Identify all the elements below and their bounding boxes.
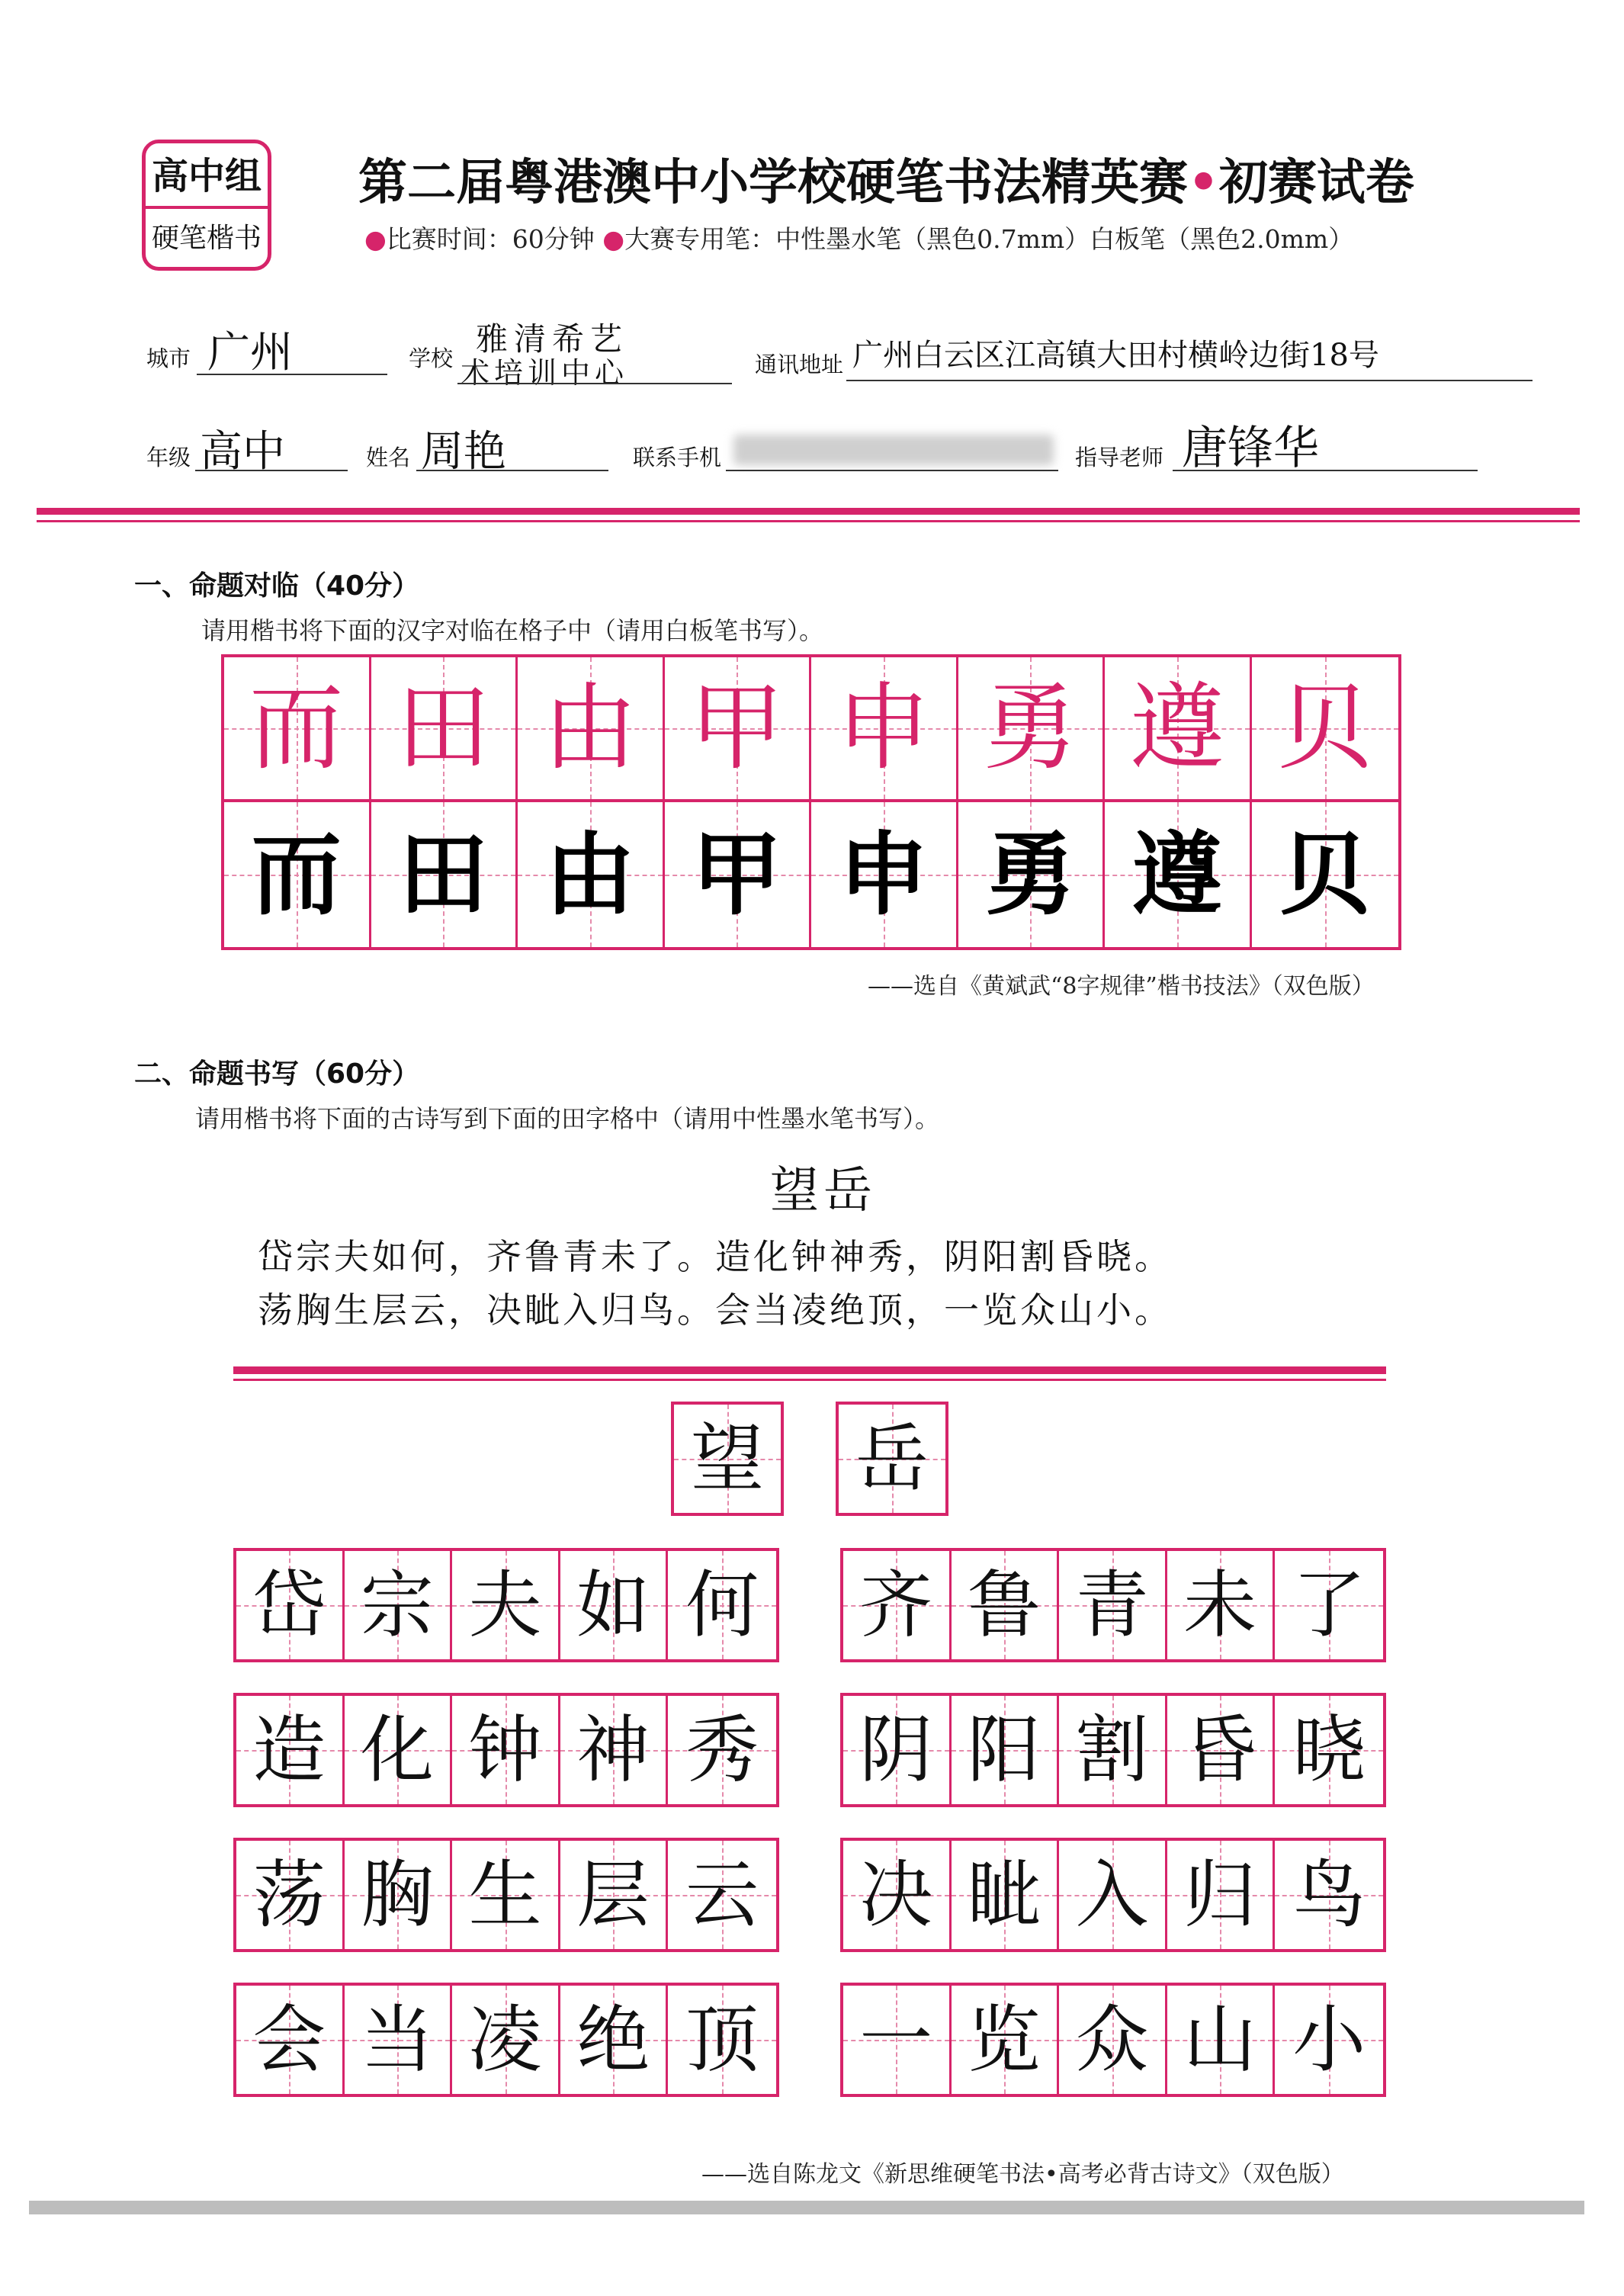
header-divider xyxy=(37,508,1580,515)
model-char: 甲 xyxy=(689,673,785,783)
grid-cell xyxy=(452,1986,560,2094)
city-label: 城市 xyxy=(146,345,191,371)
poem-grid-left xyxy=(233,1548,779,1662)
section2-heading: 二、命题书写（60分） xyxy=(134,1058,420,1090)
phone-underline xyxy=(726,470,1058,471)
grid-cell xyxy=(1275,1551,1383,1659)
grid-cell xyxy=(665,657,812,799)
grid-cell xyxy=(811,802,958,947)
model-row xyxy=(221,654,1401,802)
grid-cell xyxy=(224,657,371,799)
poem-char: 岱 xyxy=(252,1562,326,1648)
poem-grid-left xyxy=(233,1693,779,1807)
grid-cell xyxy=(958,802,1106,947)
poem-char: 如 xyxy=(576,1562,650,1648)
section1-source: ——选自《黄斌武“8字规律”楷书技法》（双色版） xyxy=(868,973,1375,1000)
teacher-label: 指导老师 xyxy=(1075,445,1164,470)
grid-cell xyxy=(668,1841,776,1949)
poem-char: 荡 xyxy=(252,1852,326,1938)
model-char: 申 xyxy=(836,673,931,783)
model-char: 贝 xyxy=(1277,673,1372,783)
school-underline xyxy=(457,383,732,384)
title-main: 第二届粤港澳中小学校硬笔书法精英赛 xyxy=(358,155,1188,211)
poem-char: 一 xyxy=(859,1997,933,2082)
grid-cell xyxy=(811,657,958,799)
copy-grid xyxy=(221,654,1401,950)
poem-char: 小 xyxy=(1292,1997,1366,2082)
poem-char: 阴 xyxy=(859,1707,933,1793)
poem-char: 割 xyxy=(1075,1707,1149,1793)
poem-char: 化 xyxy=(360,1707,434,1793)
grid-cell xyxy=(952,1986,1060,2094)
grid-cell xyxy=(952,1696,1060,1804)
header-divider-thin xyxy=(37,520,1580,522)
grid-cell xyxy=(843,1986,952,2094)
badge-category: 硬笔楷书 xyxy=(151,223,262,254)
grid-cell xyxy=(371,657,518,799)
poem-char: 胸 xyxy=(360,1852,434,1938)
grid-cell xyxy=(952,1551,1060,1659)
poem-grid-right xyxy=(840,1838,1386,1952)
written-char: 甲 xyxy=(692,822,782,927)
poem-title: 望岳 xyxy=(770,1163,877,1219)
poem-char: 了 xyxy=(1292,1562,1366,1648)
section2-instruction: 请用楷书将下面的古诗写到下面的田字格中（请用中性墨水笔书写）。 xyxy=(195,1104,940,1133)
grid-cell xyxy=(1167,1841,1276,1949)
poem-divider xyxy=(233,1366,1386,1374)
written-char: 田 xyxy=(398,822,489,927)
grid-cell xyxy=(452,1696,560,1804)
grid-cell xyxy=(668,1551,776,1659)
poem-line-2: 荡胸生层云，决眦入归鸟。会当凌绝顶，一览众山小。 xyxy=(258,1289,1173,1331)
poem-char: 青 xyxy=(1075,1562,1149,1648)
grid-cell xyxy=(1059,1696,1167,1804)
poem-char: 阳 xyxy=(967,1707,1041,1793)
grade-underline xyxy=(195,470,348,471)
written-char: 勇 xyxy=(985,822,1076,927)
poem-char: 造 xyxy=(252,1707,326,1793)
grid-cell xyxy=(518,802,665,947)
written-char: 遵 xyxy=(1131,822,1222,927)
poem-grid-left xyxy=(233,1983,779,2097)
poem-char: 会 xyxy=(252,1997,326,2082)
grid-cell xyxy=(839,1405,945,1513)
grid-cell xyxy=(371,802,518,947)
grid-cell xyxy=(1059,1841,1167,1949)
grid-cell xyxy=(1275,1841,1383,1949)
address-label: 通讯地址 xyxy=(755,352,844,377)
model-char: 田 xyxy=(396,673,491,783)
poem-char: 层 xyxy=(576,1852,650,1938)
name-underline xyxy=(416,470,608,471)
poem-char: 当 xyxy=(360,1997,434,2082)
poem-grid-right xyxy=(840,1693,1386,1807)
title-dot: • xyxy=(1188,155,1219,211)
school-value-2: 术培训中心 xyxy=(461,356,629,390)
city-value: 广州 xyxy=(207,328,293,377)
poem-char: 览 xyxy=(967,1997,1041,2082)
written-char: 申 xyxy=(838,822,929,927)
poem-char: 昏 xyxy=(1183,1707,1257,1793)
model-char: 由 xyxy=(542,673,637,783)
poem-grid-right xyxy=(840,1548,1386,1662)
poem-char: 山 xyxy=(1183,1997,1257,2082)
grid-cell xyxy=(236,1986,345,2094)
title-box xyxy=(671,1402,784,1516)
poem-grid-left xyxy=(233,1838,779,1952)
name-label: 姓名 xyxy=(366,445,411,470)
bottom-bar xyxy=(29,2201,1584,2214)
grid-cell xyxy=(1167,1551,1276,1659)
poem-char: 秀 xyxy=(685,1707,759,1793)
grid-cell xyxy=(1105,657,1252,799)
poem-char: 夫 xyxy=(468,1562,542,1648)
grid-cell xyxy=(518,657,665,799)
school-value-1: 雅清希艺 xyxy=(476,320,629,358)
teacher-underline xyxy=(1173,470,1478,471)
written-row xyxy=(221,802,1401,950)
poem-char: 鲁 xyxy=(967,1562,1041,1648)
exam-info xyxy=(364,220,1353,255)
grid-cell xyxy=(674,1405,781,1513)
poem-divider-thin xyxy=(233,1379,1386,1381)
badge-group: 高中组 xyxy=(146,143,268,209)
grid-cell xyxy=(843,1551,952,1659)
written-char: 而 xyxy=(251,822,342,927)
time-info: 比赛时间：60分钟 xyxy=(386,224,595,254)
grid-cell xyxy=(1275,1986,1383,2094)
poem-grid-right xyxy=(840,1983,1386,2097)
teacher-value: 唐锋华 xyxy=(1182,422,1319,475)
grid-cell xyxy=(668,1696,776,1804)
grid-cell xyxy=(1059,1986,1167,2094)
title-box xyxy=(836,1402,948,1516)
name-value: 周艳 xyxy=(421,427,506,477)
title-suffix: 初赛试卷 xyxy=(1218,155,1414,211)
poem-char: 归 xyxy=(1183,1852,1257,1938)
poem-line-1: 岱宗夫如何，齐鲁青未了。造化钟神秀，阴阳割昏晓。 xyxy=(258,1236,1173,1277)
grid-cell xyxy=(1059,1551,1167,1659)
grade-value: 高中 xyxy=(200,427,285,477)
grid-cell xyxy=(224,802,371,947)
grid-cell xyxy=(560,1696,669,1804)
grid-cell xyxy=(452,1841,560,1949)
bullet-icon: ● xyxy=(364,224,387,254)
poem-char: 绝 xyxy=(576,1997,650,2082)
written-char: 由 xyxy=(544,822,635,927)
grid-cell xyxy=(236,1696,345,1804)
model-char: 遵 xyxy=(1129,673,1224,783)
poem-char: 神 xyxy=(576,1707,650,1793)
grid-cell xyxy=(345,1986,453,2094)
grid-cell xyxy=(560,1986,669,2094)
grid-cell xyxy=(560,1841,669,1949)
phone-label: 联系手机 xyxy=(633,445,722,470)
poem-char: 云 xyxy=(685,1852,759,1938)
written-char: 贝 xyxy=(1279,822,1370,927)
model-char: 勇 xyxy=(983,673,1078,783)
grid-cell xyxy=(958,657,1106,799)
poem-char: 眦 xyxy=(967,1852,1041,1938)
grid-cell xyxy=(345,1696,453,1804)
address-value: 广州白云区江高镇大田村横岭边街18号 xyxy=(852,338,1379,373)
phone-redacted xyxy=(733,435,1054,465)
poem-char: 宗 xyxy=(360,1562,434,1648)
grid-cell xyxy=(236,1551,345,1659)
model-char: 而 xyxy=(249,673,344,783)
grid-cell xyxy=(452,1551,560,1659)
poem-char: 众 xyxy=(1075,1997,1149,2082)
school-label: 学校 xyxy=(409,345,454,371)
grid-cell xyxy=(1167,1696,1276,1804)
poem-char: 晓 xyxy=(1292,1707,1366,1793)
grid-cell xyxy=(236,1841,345,1949)
grid-cell xyxy=(1275,1696,1383,1804)
city-underline xyxy=(197,374,387,375)
poem-char: 生 xyxy=(468,1852,542,1938)
pen-info: 大赛专用笔：中性墨水笔（黑色0.7mm）白板笔（黑色2.0mm） xyxy=(624,224,1354,254)
poem-char: 鸟 xyxy=(1292,1852,1366,1938)
page-title xyxy=(358,143,1414,214)
title-char: 望 xyxy=(691,1416,764,1501)
poem-char: 入 xyxy=(1075,1852,1149,1938)
section1-instruction: 请用楷书将下面的汉字对临在格子中（请用白板笔书写）。 xyxy=(201,616,824,645)
poem-char: 钟 xyxy=(468,1707,542,1793)
grid-cell xyxy=(345,1841,453,1949)
grid-cell xyxy=(1167,1986,1276,2094)
grid-cell xyxy=(345,1551,453,1659)
grid-cell xyxy=(668,1986,776,2094)
address-underline xyxy=(846,380,1533,381)
grid-cell xyxy=(1252,657,1398,799)
grid-cell xyxy=(952,1841,1060,1949)
section2-source: ——选自陈龙文《新思维硬笔书法•高考必背古诗文》（双色版） xyxy=(701,2161,1344,2188)
grid-cell xyxy=(843,1841,952,1949)
grid-cell xyxy=(1252,802,1398,947)
title-char: 岳 xyxy=(855,1416,929,1501)
grid-cell xyxy=(1105,802,1252,947)
grade-label: 年级 xyxy=(146,445,191,470)
grid-cell xyxy=(560,1551,669,1659)
grid-cell xyxy=(843,1696,952,1804)
section1-heading: 一、命题对临（40分） xyxy=(134,570,420,602)
poem-char: 何 xyxy=(685,1562,759,1648)
poem-char: 顶 xyxy=(685,1997,759,2082)
poem-char: 齐 xyxy=(859,1562,933,1648)
poem-char: 凌 xyxy=(468,1997,542,2082)
poem-char: 未 xyxy=(1183,1562,1257,1648)
poem-char: 决 xyxy=(859,1852,933,1938)
grid-cell xyxy=(665,802,812,947)
bullet-icon: ● xyxy=(602,224,625,254)
group-badge xyxy=(142,140,271,271)
